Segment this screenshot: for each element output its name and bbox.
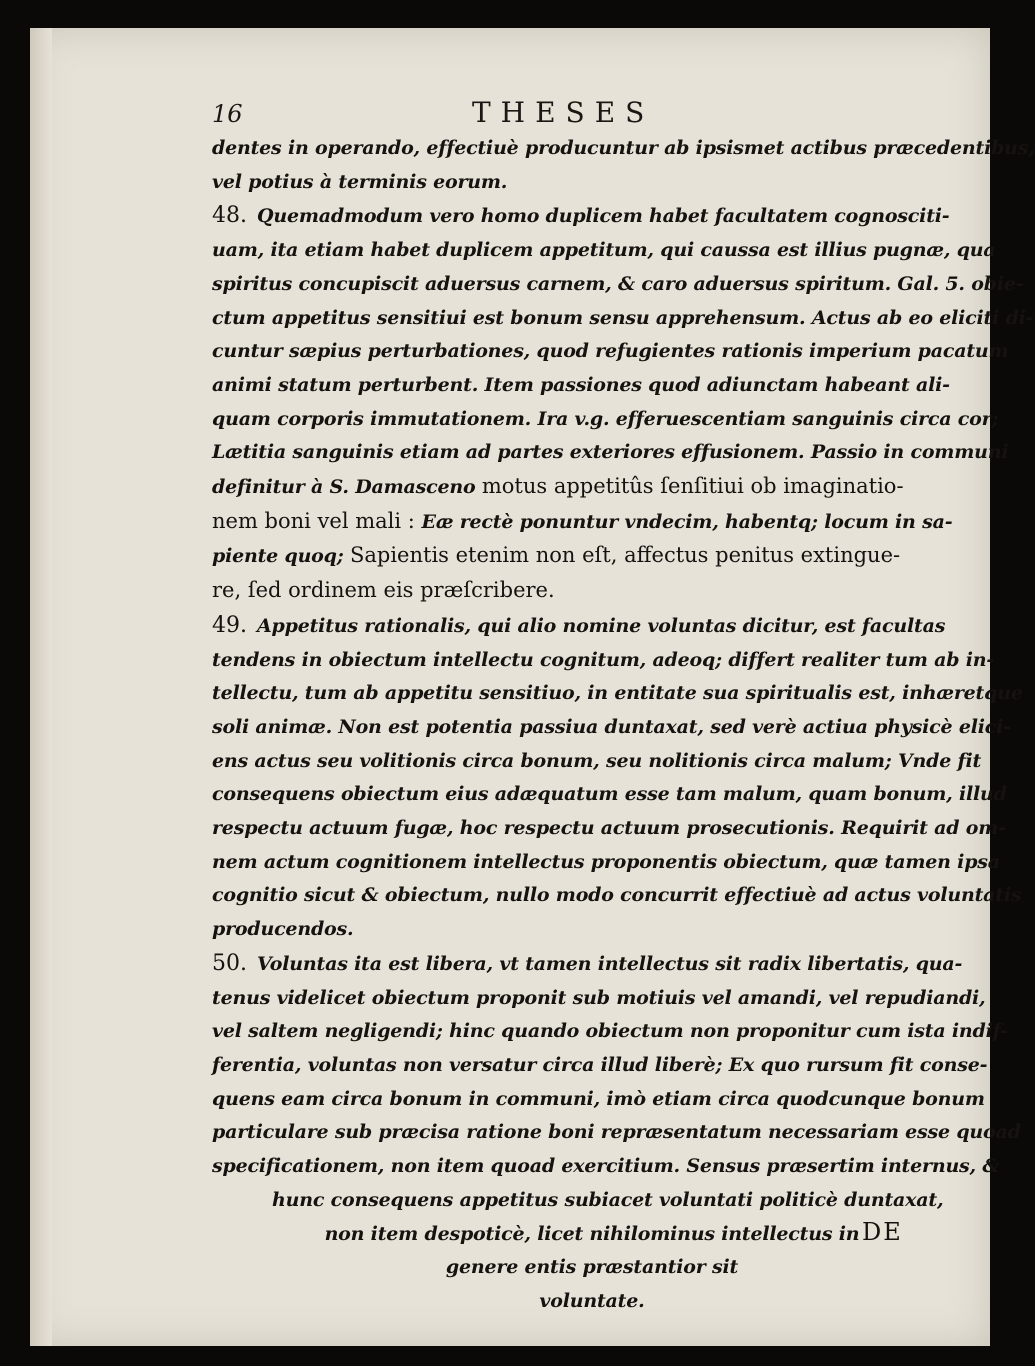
- text-line: [212, 745, 982, 779]
- text-segment: Quemadmodum vero homo duplicem habet facultatem cognosciti-: [257, 205, 950, 228]
- text-line: [212, 879, 1022, 913]
- text-segment: consequens obiectum eius adæquatum esse tam malum, quam bonum, illud: [212, 783, 1007, 806]
- catchword: DE: [862, 1218, 903, 1246]
- text-line: [212, 234, 996, 268]
- text-segment: tenus videlicet obiectum proponit sub motiuis vel amandi, vel repudiandi,: [212, 986, 986, 1009]
- text-segment: Eæ rectè ponuntur vndecim, habentq; locum in sa-: [421, 510, 953, 533]
- text-segment: vel saltem negligendi; hinc quando obiectum non proponitur cum ista indif-: [212, 1020, 1008, 1043]
- running-head: THESES: [472, 96, 655, 129]
- text-line: [212, 778, 1007, 812]
- text-segment: soli animæ. Non est potentia passiua duntaxat, sed verè actiua physicè elici-: [212, 715, 1011, 738]
- text-segment: re, ſed ordinem eis præſcribere.: [212, 578, 555, 603]
- text-segment: piente quoq;: [212, 545, 350, 568]
- text-segment: tendens in obiectum intellectu cognitum, adeoq; differt realiter tum ab in-: [212, 648, 995, 671]
- text-segment: Sapientis etenim non eſt, affectus penitus extingue-: [349, 543, 901, 568]
- text-line: [212, 505, 953, 540]
- book-page: [30, 28, 1035, 1346]
- page-number: 16: [212, 100, 243, 128]
- text-segment: nem actum cognitionem intellectus proponentis obiectum, quæ tamen ipsa: [212, 850, 1000, 873]
- text-segment: producendos.: [212, 918, 354, 941]
- text-segment: nem boni vel mali :: [212, 508, 422, 533]
- text-line: [212, 1218, 912, 1252]
- text-segment: vel potius à terminis eorum.: [212, 170, 508, 193]
- text-line: [212, 166, 912, 200]
- text-segment: definitur à S. Damasceno: [212, 476, 482, 499]
- paragraph-number: 48.: [212, 203, 247, 229]
- paragraph-number: 50.: [212, 950, 247, 976]
- text-segment: ens actus seu volitionis circa bonum, seu nolitionis circa malum; Vnde fit: [212, 749, 982, 772]
- text-segment: cuntur sæpius perturbationes, quod refugientes rationis imperium pacatum: [212, 340, 1009, 363]
- text-line: [212, 268, 1024, 302]
- text-segment: Lætitia sanguinis etiam ad partes exteriores effusionem. Passio in communi: [212, 441, 1009, 464]
- body-text: [212, 132, 1035, 1319]
- text-line: [212, 539, 912, 574]
- text-segment: ctum appetitus sensitiui est bonum sensu apprehensum. Actus ab eo eliciti di-: [212, 306, 1034, 329]
- text-segment: motus appetitûs ſenſitiui ob imaginatio-: [481, 474, 904, 499]
- text-segment: dentes in operando, effectiuè producuntur ab ipsismet actibus præcedentibus,: [212, 137, 1035, 159]
- text-line: [212, 335, 1009, 369]
- text-line: [212, 677, 1023, 711]
- text-line: [212, 1015, 1008, 1049]
- page-header: [212, 94, 912, 134]
- text-segment: spiritus concupiscit aduersus carnem, & caro aduersus spiritum. Gal. 5. obie-: [212, 272, 1024, 295]
- text-line: [212, 470, 912, 505]
- text-segment: ferentia, voluntas non versatur circa illud liberè; Ex quo rursum fit conse-: [212, 1053, 988, 1076]
- text-segment: genere entis præstantior sit: [445, 1256, 739, 1279]
- text-line: [212, 132, 1035, 166]
- text-segment: particulare sub præcisa ratione boni repræsentatum necessariam esse quoad: [212, 1121, 1021, 1144]
- text-line: [212, 644, 995, 678]
- text-segment: specificationem, non item quoad exercitium. Sensus præsertim internus, &: [212, 1155, 1000, 1178]
- text-segment: cognitio sicut & obiectum, nullo modo concurrit effectiuè ad actus voluntatis: [212, 884, 1022, 907]
- text-line: [212, 846, 1000, 880]
- text-line: [212, 436, 1009, 470]
- text-segment: animi statum perturbent. Item passiones quod adiunctam habeant ali-: [212, 373, 950, 396]
- text-line: [212, 1049, 988, 1083]
- text-line: [212, 913, 912, 947]
- text-segment: tellectu, tum ab appetitu sensitiuo, in entitate sua spiritualis est, inhæretque: [212, 682, 1023, 705]
- text-segment: quam corporis immutationem. Ira v.g. efferuescentiam sanguinis circa cor;: [212, 407, 999, 430]
- text-line: [212, 609, 946, 644]
- text-line: [212, 302, 1034, 336]
- text-segment: hunc consequens appetitus subiacet voluntati politicè duntaxat,: [272, 1188, 944, 1211]
- text-line: [212, 1285, 912, 1319]
- paragraph-number: 49.: [212, 612, 247, 638]
- text-segment: Voluntas ita est libera, vt tamen intellectus sit radix libertatis, qua-: [257, 952, 963, 975]
- text-line: [212, 1083, 985, 1117]
- text-segment: Appetitus rationalis, qui alio nomine voluntas dicitur, est facultas: [257, 614, 946, 637]
- text-line: [212, 199, 950, 234]
- text-segment: non item despoticè, licet nihilominus intellectus in: [324, 1222, 860, 1245]
- text-line: [212, 403, 999, 437]
- text-segment: quens eam circa bonum in communi, imò etiam circa quodcunque bonum: [212, 1087, 985, 1110]
- page-gutter: [30, 28, 52, 1346]
- text-line: [212, 711, 1011, 745]
- text-segment: uam, ita etiam habet duplicem appetitum, qui caussa est illius pugnæ, qua: [212, 239, 996, 262]
- text-line: [212, 982, 986, 1016]
- text-line: [212, 1150, 1000, 1184]
- text-segment: voluntate.: [539, 1289, 645, 1312]
- text-line: [212, 947, 963, 982]
- text-line: [212, 1251, 912, 1285]
- text-line: [212, 1116, 1021, 1150]
- text-line: [212, 574, 912, 609]
- text-line: [212, 812, 1006, 846]
- text-line: [212, 1184, 944, 1218]
- text-segment: respectu actuum fugæ, hoc respectu actuum prosecutionis. Requirit ad om-: [212, 817, 1006, 840]
- text-line: [212, 369, 950, 403]
